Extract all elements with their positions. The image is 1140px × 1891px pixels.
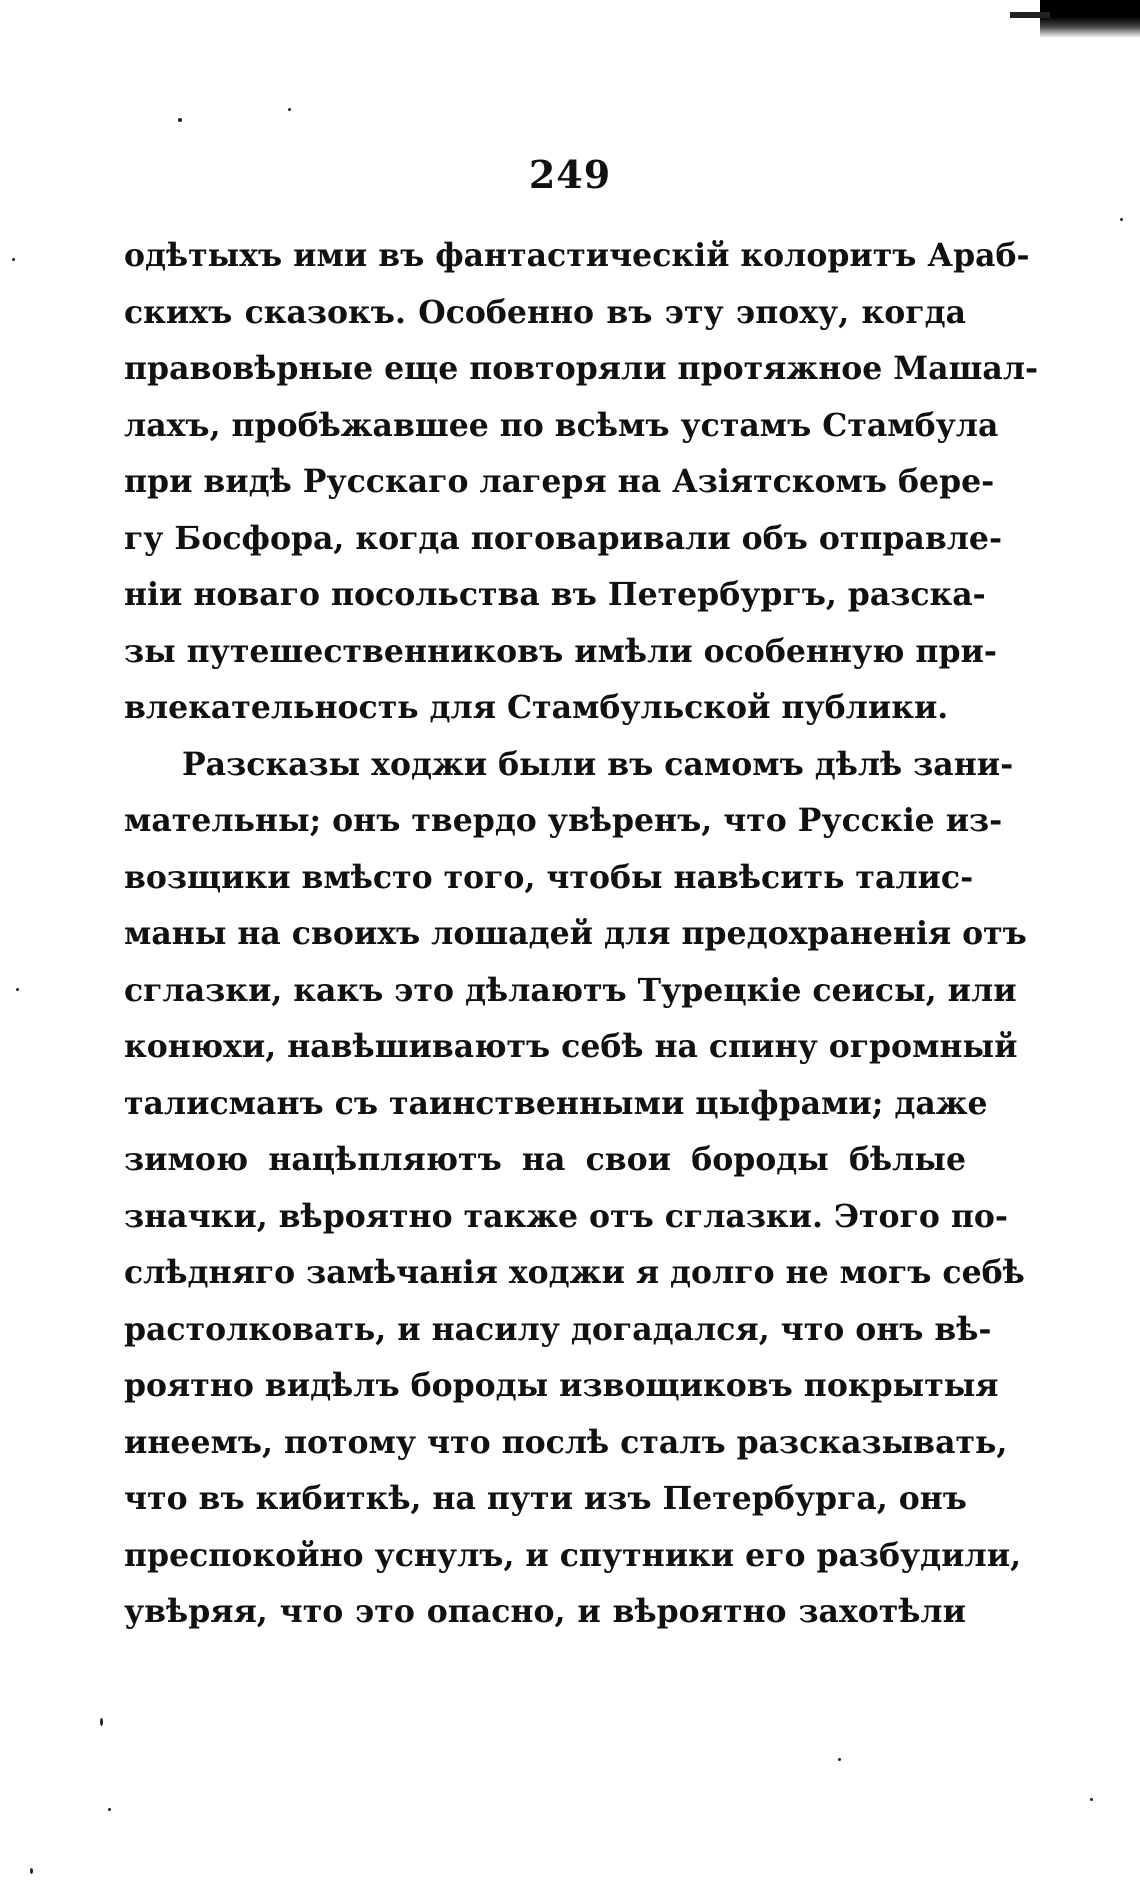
text-line: при видѣ Русскаго лагеря на Азіятскомъ бере- — [124, 463, 995, 500]
text-line: инеемъ, потому что послѣ сталъ разсказывать, — [124, 1423, 1008, 1461]
text-line: влекательность для Стамбульской публики. — [124, 689, 949, 726]
scan-speck — [288, 108, 291, 111]
text-line: правовѣрные еще повторяли протяжное Машал- — [124, 350, 1039, 387]
text-line: роятно видѣлъ бороды извощиковъ покрытыя — [124, 1367, 999, 1404]
body-text — [124, 228, 1039, 1641]
scan-speck — [100, 1718, 103, 1726]
text-line: зы путешественниковъ имѣли особенную при- — [124, 632, 997, 670]
scan-speck — [178, 118, 182, 122]
scan-speck — [16, 988, 19, 991]
text-line: преспокойно уснулъ, и спутники его разбудили, — [124, 1536, 1022, 1574]
scan-speck — [838, 1758, 841, 1761]
text-line: сглазки, какъ это дѣлаютъ Турецкіе сеисы, или — [124, 971, 1017, 1009]
scan-speck — [1120, 218, 1123, 221]
text-line: растолковать, и насилу догадался, что онъ вѣ- — [124, 1310, 992, 1348]
scan-speck — [30, 1868, 33, 1874]
scan-edge-mark — [1040, 0, 1140, 38]
text-line: ніи новаго посольства въ Петербургъ, разска- — [124, 576, 986, 613]
text-line: маны на своихъ лошадей для предохраненія отъ — [124, 915, 1027, 952]
text-line: Разсказы ходжи были въ самомъ дѣлѣ зани- — [182, 745, 1014, 783]
paragraph-1 — [124, 228, 1039, 737]
scan-speck — [1090, 1798, 1093, 1801]
text-line: возщики вмѣсто того, чтобы навѣсить талис- — [124, 858, 974, 896]
text-line: увѣряя, что это опасно, и вѣроятно захотѣли — [124, 1593, 966, 1630]
text-line: одѣтыхъ ими въ фантастическій колоритъ Араб- — [124, 237, 1030, 274]
text-line: гу Босфора, когда поговаривали объ отправле- — [124, 519, 1003, 557]
text-line: что въ кибиткѣ, на пути изъ Петербурга, онъ — [124, 1480, 967, 1517]
text-line: конюхи, навѣшиваютъ себѣ на спину огромный — [124, 1028, 1018, 1065]
paragraph-2 — [124, 737, 1027, 1641]
text-line: лахъ, пробѣжавшее по всѣмъ устамъ Стамбула — [124, 406, 999, 444]
text-line: талисманъ съ таинственными цыфрами; даже — [124, 1084, 988, 1122]
scan-speck — [12, 258, 15, 261]
text-line: мательны; онъ твердо увѣренъ, что Русскіе из- — [124, 802, 1003, 839]
text-line: зимою нацѣпляютъ на свои бороды бѣлые — [124, 1141, 966, 1178]
text-line: скихъ сказокъ. Особенно въ эту эпоху, когда — [124, 293, 966, 331]
page-number: 249 — [528, 152, 612, 197]
scan-speck — [108, 1808, 111, 1811]
text-line: слѣдняго замѣчанія ходжи я долго не могъ себѣ — [124, 1254, 1025, 1291]
text-line: значки, вѣроятно также отъ сглазки. Этого по- — [124, 1197, 1008, 1235]
